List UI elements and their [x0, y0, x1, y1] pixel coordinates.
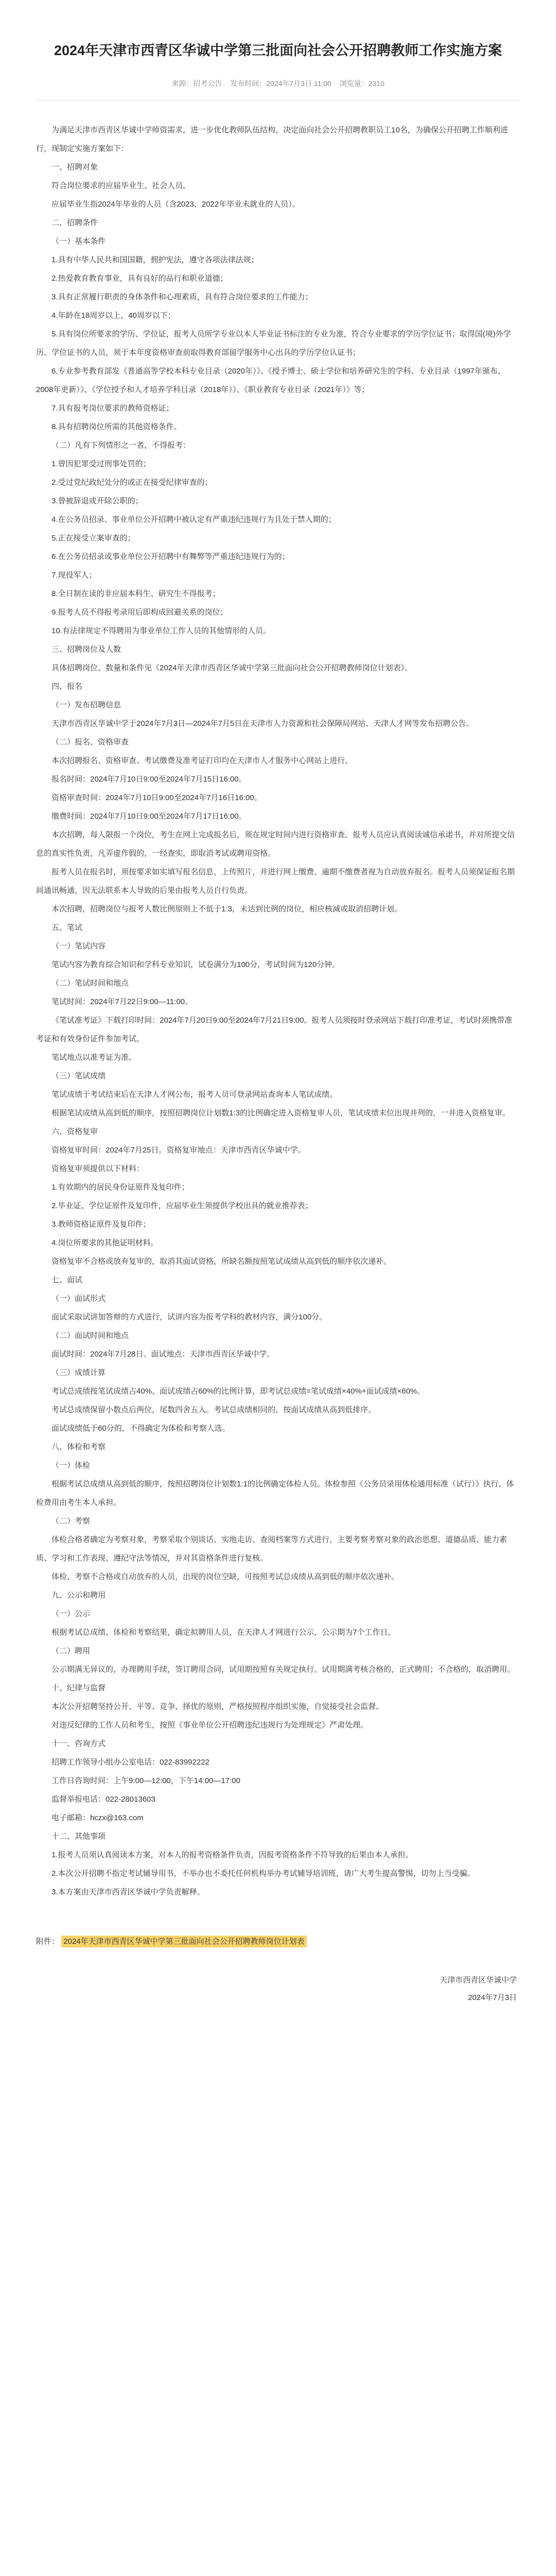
meta-published: 发布时间：2024年7月3日 11:00 [230, 79, 332, 88]
paragraph: 根据笔试成绩从高到低的顺序，按照招聘岗位计划数1:3的比例确定进入资格复审人员，笔试成绩末位出现并列的，一并进入资格复审。 [51, 1109, 510, 1117]
paragraph: （二）聘用 [51, 1647, 91, 1655]
paragraph: 7.具有报考岗位要求的教师资格证； [51, 404, 174, 413]
paragraph: 8.具有招聘岗位所需的其他资格条件。 [51, 422, 182, 431]
paragraph: 2.热爱教育教育事业，具有良好的品行和职业道德； [51, 274, 228, 283]
paragraph: 体检、考察不合格或自动放弃的人员，出现的岗位空缺，可按照考试总成绩从高到低的顺序依次递补。 [51, 1572, 399, 1581]
paragraph: 2.受过党纪政纪处分的或正在接受纪律审查的； [51, 478, 213, 487]
paragraph: 监督举报电话：022-28013603 [51, 1795, 155, 1804]
paragraph: 笔试内容为教育综合知识和学科专业知识，试卷满分为100分，考试时间为120分钟。 [51, 960, 340, 969]
paragraph: 二、招聘条件 [51, 218, 98, 227]
paragraph: 一、招聘对象 [51, 163, 98, 172]
paragraph: 1.曾因犯罪受过刑事处罚的； [51, 460, 151, 468]
paragraph: 为满足天津市西青区华诚中学师资需求，进一步优化教师队伍结构，决定面向社会公开招聘教职员工10名，为确保公开招聘工作顺利进行，现制定实施方案如下： [36, 126, 508, 153]
paragraph: 《笔试准考证》下载打印时间：2024年7月20日9:00至2024年7月21日9:00。报考人员须按时登录网站下载打印准考证，考试时须携带准考证和有效身份证件参加考试。 [36, 1016, 513, 1043]
paragraph: 2.本次公开招聘不指定考试辅导用书，不举办也不委托任何机构举办考试辅导培训班，请广大考生提高警惕，切勿上当受骗。 [51, 1869, 475, 1878]
paragraph: 7.现役军人； [51, 571, 97, 580]
paragraph: 4.年龄在18周岁以上，40周岁以下； [51, 311, 176, 320]
paragraph: 笔试成绩于考试结束后在天津人才网公布，报考人员可登录网站查询本人笔试成绩。 [51, 1090, 338, 1099]
paragraph: （二）报名、资格审查 [51, 738, 129, 747]
paragraph: 四、报名 [51, 682, 83, 691]
paragraph: 3.曾被辞退或开除公职的； [51, 497, 143, 505]
paragraph: 三、招聘岗位及人数 [51, 645, 121, 654]
paragraph: 资格审查时间：2024年7月10日9:00至2024年7月16日16:00。 [51, 793, 262, 802]
paragraph: （二）面试时间和地点 [51, 1331, 129, 1340]
paragraph: 报名时间：2024年7月10日9:00至2024年7月15日16:00。 [51, 775, 247, 784]
paragraph: （一）公示 [51, 1609, 91, 1618]
paragraph: 本次招聘，招聘岗位与报考人数比例原则上不低于1:3，未达到比例的岗位，相应核减或取消招聘计划。 [51, 905, 402, 913]
paragraph: 1.具有中华人民共和国国籍，拥护宪法，遵守各项法律法规； [51, 256, 259, 264]
paragraph: 工作日咨询时间：上午9:00—12:00，下午14:00—17:00 [51, 1776, 240, 1785]
paragraph: 五、笔试 [51, 923, 83, 932]
paragraph: （一）体检 [51, 1461, 91, 1470]
paragraph: （三）笔试成绩 [51, 1072, 106, 1080]
paragraph: （三）成绩计算 [51, 1368, 106, 1377]
attachment-link[interactable]: 2024年天津市西青区华诚中学第三批面向社会公开招聘教师岗位计划表 [61, 1936, 306, 1947]
paragraph: 8.全日制在读的非应届本科生、研究生不得报考； [51, 589, 220, 598]
attachment-row [36, 1933, 520, 1951]
paragraph: 电子邮箱：hczx@163.com [51, 1814, 144, 1822]
paragraph: 笔试时间：2024年7月22日9:00—11:00。 [51, 997, 193, 1006]
paragraph: 本次公开招聘坚持公开、平等、竞争、择优的原则，严格按照程序组织实施，自觉接受社会监督。 [51, 1702, 384, 1711]
paragraph: 3.具有正常履行职责的身体条件和心理素质，具有符合岗位要求的工作能力； [51, 293, 313, 301]
paragraph: 根据考试总成绩、体检和考察结果，确定拟聘用人员，在天津人才网进行公示，公示期为7个工作日。 [51, 1628, 396, 1637]
paragraph: 面试时间：2024年7月28日。面试地点：天津市西青区华诚中学。 [51, 1350, 275, 1359]
paragraph: 九、公示和聘用 [51, 1591, 106, 1600]
paragraph: 5.正在接受立案审查的； [51, 534, 135, 543]
paragraph: 本次招聘，每人限报一个岗位，考生在网上完成报名后，须在规定时间内进行资格审查。报考人员应认真阅读诚信承诺书，并对所提交信息的真实性负责，凡弄虚作假的，一经查实，即取消考试或聘用资格。 [36, 831, 515, 858]
paragraph: 3.教师资格证原件及复印件； [51, 1220, 151, 1229]
paragraph: （一）发布招聘信息 [51, 701, 121, 709]
paragraph: 6.在公务员招录或事业单位公开招聘中有舞弊等严重违纪违规行为的； [51, 552, 290, 561]
paragraph: 考试总成绩按笔试成绩占40%、面试成绩占60%的比例计算，即考试总成绩=笔试成绩×40%+面试成绩×60%。 [51, 1387, 425, 1396]
paragraph: 5.具有岗位所要求的学历、学位证，报考人员所学专业以本人毕业证书标注的专业为准，符合专业要求的学历学位证书；取得国(境)外学历、学位证书的人员，须于本年度资格审查前取得教育部留学服务中心出具的学历学位认证书； [36, 330, 511, 357]
paragraph: 八、体检和考察 [51, 1443, 106, 1451]
paragraph: 3.本方案由天津市西青区华诚中学负责解释。 [51, 1888, 205, 1896]
paragraph: 1.报考人员须认真阅读本方案，对本人的报考资格条件负责，因报考资格条件不符导致的后果由本人承担。 [51, 1851, 413, 1859]
paragraph: 具体招聘岗位、数量和条件见《2024年天津市西青区华诚中学第三批面向社会公开招聘教师岗位计划表》。 [51, 664, 412, 672]
paragraph: 招聘工作领导小组办公室电话：022-83992222 [51, 1758, 210, 1767]
paragraph: 六、资格复审 [51, 1127, 98, 1136]
paragraph: 十一、咨询方式 [51, 1739, 106, 1748]
paragraph: （二）笔试时间和地点 [51, 979, 129, 988]
paragraph: 1.有效期内的居民身份证原件及复印件； [51, 1183, 189, 1192]
paragraph: 考试总成绩保留小数点后两位，尾数四舍五入。考试总成绩相同的，按面试成绩从高到低排序。 [51, 1405, 376, 1414]
paragraph: 报考人员在报名时，须按要求如实填写报名信息，上传照片，并进行网上缴费。逾期不缴费者视为自动放弃报名。报考人员须保证报名期间通讯畅通，因无法联系本人导致的后果由报考人员自行负责。 [36, 868, 515, 895]
article-meta [36, 78, 520, 100]
paragraph: 9.报考人员不得报考录用后即构成回避关系的岗位； [51, 608, 228, 617]
paragraph: （一）面试形式 [51, 1294, 106, 1303]
paragraph: 4.在公务员招录、事业单位公开招聘中被认定有严重违纪违规行为且处于禁入期的； [51, 515, 336, 524]
paragraph: 笔试地点以准考证为准。 [51, 1053, 137, 1062]
paragraph: 2.毕业证、学位证原件及复印件，应届毕业生须提供学校出具的就业推荐表； [51, 1201, 313, 1210]
paragraph: 面试成绩低于60分的，不得确定为体检和考察人选。 [51, 1424, 230, 1433]
signature-org: 天津市西青区华诚中学 [439, 1976, 517, 1985]
signature-date: 2024年7月3日 [467, 1993, 517, 2002]
paragraph: 对违反纪律的工作人员和考生，按照《事业单位公开招聘违纪违规行为处理规定》严肃处理。 [51, 1721, 369, 1730]
paragraph: 面试采取试讲加答辩的方式进行，试讲内容为报考学科的教材内容，满分100分。 [51, 1313, 327, 1321]
paragraph: 十、纪律与监督 [51, 1684, 106, 1692]
paragraph: 七、面试 [51, 1276, 83, 1284]
page-title: 2024年天津市西青区华诚中学第三批面向社会公开招聘教师工作实施方案 [54, 43, 502, 58]
paragraph: 资格复审不合格或放弃复审的，取消其面试资格，所缺名额按照笔试成绩从高到低的顺序依次递补。 [51, 1257, 392, 1266]
paragraph: 资格复审时间：2024年7月25日。资格复审地点：天津市西青区华诚中学。 [51, 1146, 306, 1155]
meta-views: 浏览量：2310 [339, 79, 385, 88]
paragraph: 6.专业参考教育部发《普通高等学校本科专业目录（2020年）》、《授予博士、硕士学位和培养研究生的学科、专业目录（1997年颁布、2008年更新）》、《学位授予和人才培养学科目录（2018年）》、《职业教育专业目录（2021年）》等； [36, 367, 506, 394]
paragraph: 本次招聘报名、资格审查、考试缴费及准考证打印均在天津市人才服务中心网站上进行。 [51, 756, 353, 765]
paragraph: 符合岗位要求的应届毕业生、社会人员。 [51, 181, 191, 190]
paragraph: 天津市西青区华诚中学于2024年7月3日—2024年7月5日在天津市人力资源和社会保障局网站、天津人才网等发布招聘公告。 [51, 719, 474, 728]
paragraph: （二）凡有下列情形之一者，不得报考： [51, 441, 191, 450]
attachment-label: 附件： [36, 1937, 60, 1946]
paragraph: 4.岗位所要求的其他证明材料。 [51, 1239, 159, 1247]
paragraph: 十二、其他事项 [51, 1832, 106, 1841]
paragraph: （一）笔试内容 [51, 942, 106, 951]
article-body [36, 121, 520, 1902]
paragraph: （二）考察 [51, 1517, 91, 1526]
paragraph: 根据考试总成绩从高到低的顺序，按照招聘岗位计划数1:1的比例确定体检人员。体检参照《公务员录用体检通用标准（试行）》执行，体检费用由考生本人承担。 [36, 1480, 514, 1507]
paragraph: 缴费时间：2024年7月10日9:00至2024年7月17日16:00。 [51, 812, 247, 821]
paragraph: （一）基本条件 [51, 237, 106, 246]
meta-source: 来源：招考公告 [171, 79, 222, 88]
paragraph: 体检合格者确定为考察对象，考察采取个别谈话、实地走访、查阅档案等方式进行，主要考察考察对象的政治思想、道德品质、能力素质、学习和工作表现、遵纪守法等情况，并对其资格条件进行复核。 [36, 1535, 508, 1563]
paragraph: 应届毕业生指2024年毕业的人员（含2023、2022年毕业未就业的人员）。 [51, 200, 300, 209]
paragraph: 10.有法律规定不得聘用为事业单位工作人员的其他情形的人员。 [51, 626, 271, 635]
paragraph: 资格复审须提供以下材料： [51, 1164, 145, 1173]
signature-block [36, 1972, 520, 2007]
paragraph: 公示期满无异议的，办理聘用手续，签订聘用合同，试用期按照有关规定执行。试用期满考核合格的，正式聘用；不合格的，取消聘用。 [51, 1665, 515, 1674]
